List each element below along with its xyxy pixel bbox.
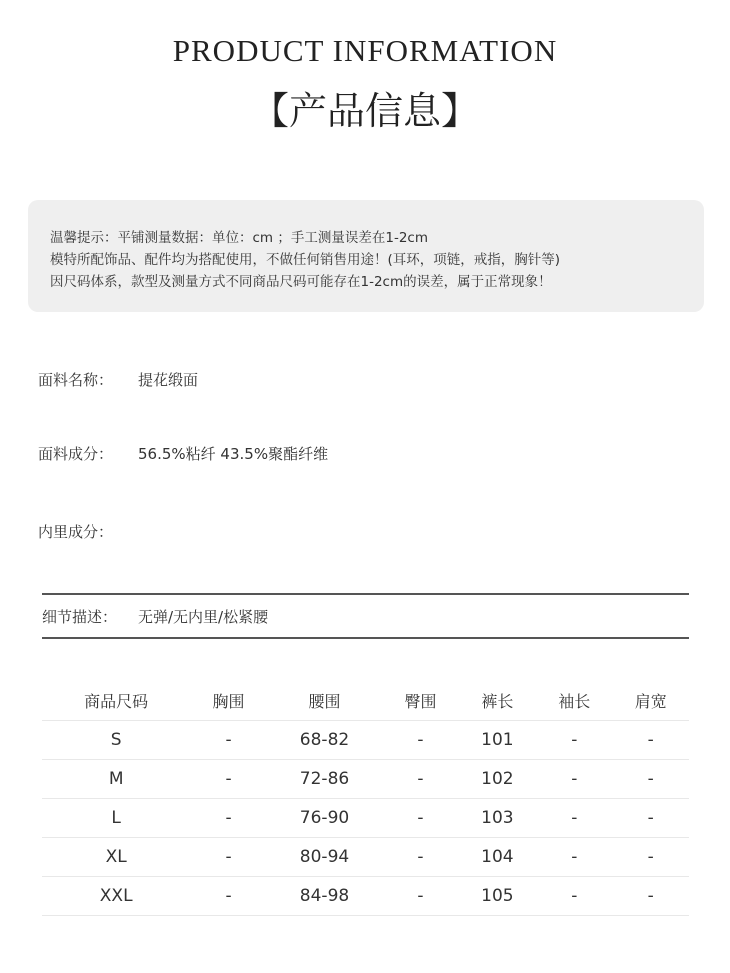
field-label: 内里成分： <box>38 523 114 541</box>
table-cell: - <box>613 721 690 760</box>
table-cell: M <box>42 760 190 799</box>
table-cell: 84-98 <box>267 877 383 916</box>
table-cell: - <box>613 799 690 838</box>
field-label: 面料成分： <box>38 445 114 463</box>
column-header: 商品尺码 <box>42 680 190 721</box>
column-header: 胸围 <box>190 680 266 721</box>
table-cell: XL <box>42 838 190 877</box>
table-cell: 68-82 <box>267 721 383 760</box>
table-cell: - <box>613 877 690 916</box>
table-cell: - <box>382 760 458 799</box>
notice-box <box>28 200 704 312</box>
column-header: 袖长 <box>536 680 612 721</box>
field-label: 面料名称： <box>38 371 114 389</box>
table-cell: - <box>613 838 690 877</box>
table-cell: - <box>190 838 266 877</box>
table-cell: - <box>190 760 266 799</box>
table-row <box>42 760 689 799</box>
table-cell: S <box>42 721 190 760</box>
column-header: 裤长 <box>459 680 536 721</box>
table-cell: - <box>382 799 458 838</box>
table-cell: 104 <box>459 838 536 877</box>
title-english: PRODUCT INFORMATION <box>172 33 558 68</box>
column-header: 腰围 <box>267 680 383 721</box>
fabric-composition-field <box>38 443 329 464</box>
table-cell: - <box>536 721 612 760</box>
table-row <box>42 838 689 877</box>
title-chinese: 【产品信息】 <box>250 89 479 133</box>
field-value: 56.5%粘纤 43.5%聚酯纤维 <box>138 445 329 463</box>
table-cell: XXL <box>42 877 190 916</box>
fabric-name-field <box>38 369 199 390</box>
table-cell: - <box>536 799 612 838</box>
table-cell: - <box>613 760 690 799</box>
field-label: 细节描述： <box>42 608 118 626</box>
field-value: 提花缎面 <box>138 371 199 389</box>
table-cell: 76-90 <box>267 799 383 838</box>
lining-composition-field <box>38 521 113 542</box>
table-cell: - <box>190 721 266 760</box>
table-cell: - <box>382 838 458 877</box>
table-cell: 80-94 <box>267 838 383 877</box>
divider <box>42 593 689 595</box>
table-row <box>42 799 689 838</box>
table-cell: - <box>190 799 266 838</box>
field-value: 无弹/无内里/松紧腰 <box>138 608 269 626</box>
notice-line: 模特所配饰品、配件均为搭配使用，不做任何销售用途！(耳环，项链，戒指，胸针等) <box>50 252 561 268</box>
table-row <box>42 877 689 916</box>
table-cell: - <box>536 877 612 916</box>
column-header: 臀围 <box>382 680 458 721</box>
table-cell: 72-86 <box>267 760 383 799</box>
table-cell: - <box>536 838 612 877</box>
table-cell: 102 <box>459 760 536 799</box>
table-cell: - <box>536 760 612 799</box>
detail-description-field <box>42 606 269 627</box>
column-header: 肩宽 <box>613 680 690 721</box>
table-cell: 105 <box>459 877 536 916</box>
table-cell: - <box>382 877 458 916</box>
table-header-row <box>42 680 689 721</box>
table-cell: - <box>382 721 458 760</box>
table-cell: 103 <box>459 799 536 838</box>
size-table <box>42 680 689 916</box>
table-cell: 101 <box>459 721 536 760</box>
table-cell: L <box>42 799 190 838</box>
divider <box>42 637 689 639</box>
table-row <box>42 721 689 760</box>
notice-line: 温馨提示：平铺测量数据：单位：cm ；手工测量误差在1-2cm <box>50 230 428 246</box>
table-cell: - <box>190 877 266 916</box>
notice-line: 因尺码体系，款型及测量方式不同商品尺码可能存在1-2cm的误差，属于正常现象！ <box>50 274 552 290</box>
